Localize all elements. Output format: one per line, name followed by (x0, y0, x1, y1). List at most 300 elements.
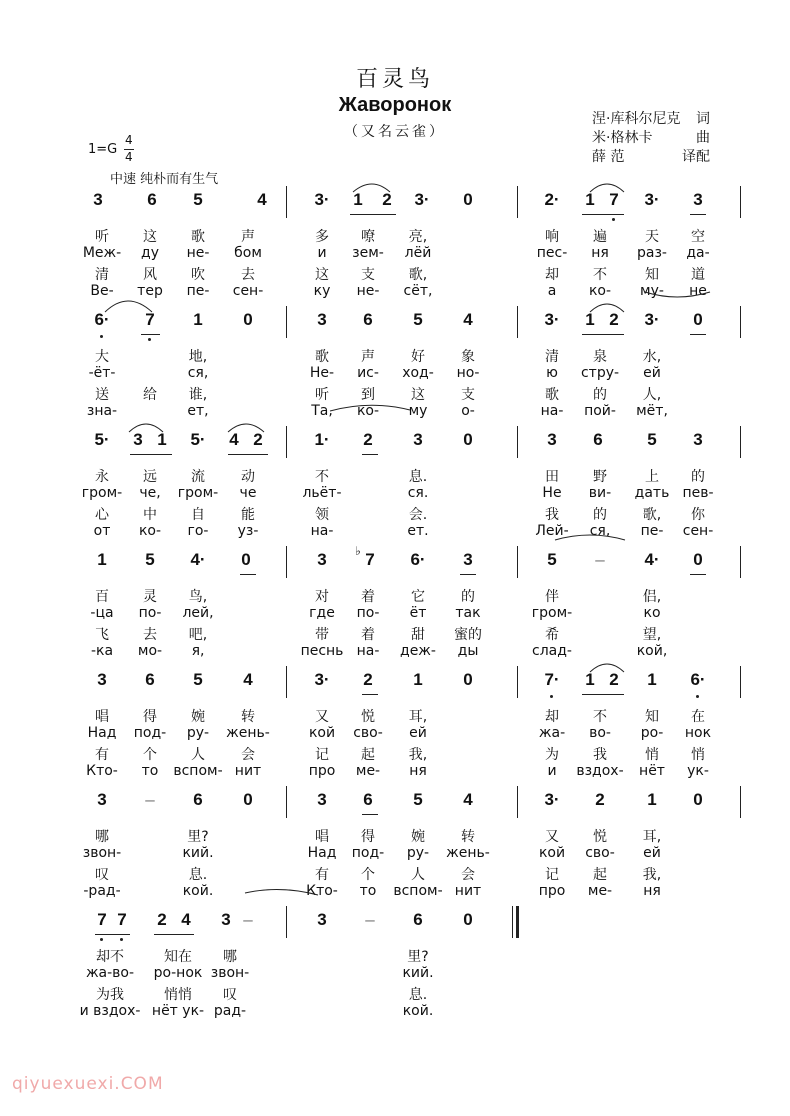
lyric-syllable: 道 (691, 267, 705, 283)
lyric-syllable: 声 (361, 349, 375, 365)
lyric-syllable: ня (409, 763, 427, 779)
lyric-syllable: нит (454, 883, 482, 899)
lyric-syllable: 里? (187, 829, 209, 845)
note: 4 (181, 910, 191, 929)
lyric-syllable: 人 (191, 747, 205, 763)
lyric-syllable: кий. (402, 965, 434, 981)
lyric-syllable: ко- (356, 403, 380, 419)
lyric-syllable: ис- (357, 365, 379, 381)
note: 1 (647, 790, 657, 809)
lyric-syllable: че (239, 485, 257, 501)
lyric-syllable: 的 (691, 469, 705, 485)
lyric-syllable: 我 (545, 507, 559, 523)
lyric-syllable: по- (138, 605, 162, 621)
lyric-syllable: ко- (588, 283, 612, 299)
lyric-syllable: то (359, 883, 377, 899)
lyric-syllable: где (309, 605, 335, 621)
lyric-syllable: я, (191, 643, 205, 659)
note: 2 (253, 430, 263, 449)
lyric-syllable: 悦 (593, 829, 607, 845)
lyric-syllable: 有 (315, 867, 329, 883)
lyric-syllable: кой (308, 725, 336, 741)
slur (353, 184, 390, 192)
note: 3 (97, 790, 107, 809)
lyric-syllable: 象 (461, 349, 475, 365)
lyric-syllable: 会 (241, 747, 255, 763)
note: 3 (317, 910, 327, 929)
lyric-syllable: 望, (642, 627, 662, 643)
lyric-syllable: 悦 (361, 709, 375, 725)
slur (228, 424, 264, 432)
note: 3· (314, 190, 330, 209)
note: 0 (693, 550, 703, 569)
watermark: qiyuexuexi.COM (12, 1074, 164, 1094)
lyric-syllable: Кто- (306, 883, 338, 899)
lyric-syllable: сво- (585, 845, 615, 861)
lyric-syllable: 叹 (223, 987, 237, 1003)
lyric-syllable: про (308, 763, 336, 779)
lyric-syllable: пе- (640, 523, 664, 539)
note: 7 (145, 310, 155, 329)
lyric-syllable: ня (643, 883, 661, 899)
lyric-syllable: кой, (636, 643, 668, 659)
lyric-syllable: а (547, 283, 557, 299)
lyric-syllable: 亮, (408, 229, 428, 245)
note: 7 (365, 550, 375, 569)
time-signature-bottom: 4 (125, 150, 133, 164)
lyric-syllable: 飞 (95, 627, 109, 643)
lyric-syllable: ёт (409, 605, 427, 621)
lyric-syllable: -ёт- (88, 365, 116, 381)
lyric-syllable: 个 (143, 747, 157, 763)
lyric-syllable: и (547, 763, 557, 779)
lyric-syllable: 它 (411, 589, 425, 605)
note: 3 (221, 910, 231, 929)
lyric-syllable: ду (141, 245, 159, 261)
note: 1 (585, 670, 595, 689)
lyric-syllable: по- (356, 605, 380, 621)
lyric-syllable: стру- (580, 365, 620, 381)
lyric-syllable: 却不 (96, 949, 124, 965)
lyric-syllable: 吹 (191, 267, 205, 283)
lyric-syllable: и вздох- (79, 1003, 141, 1019)
lyric-syllable: но- (456, 365, 480, 381)
lyric-syllable: че, (139, 485, 161, 501)
sustain-dash: – (595, 550, 605, 569)
lyric-syllable: 知 (645, 267, 659, 283)
note: 3 (413, 430, 423, 449)
lyric-syllable: пе- (186, 283, 210, 299)
lyric-syllable: ру- (406, 845, 430, 861)
lyric-syllable: 支 (461, 387, 475, 403)
lyric-syllable: не- (356, 283, 380, 299)
note: 2 (595, 790, 605, 809)
lyric-syllable: от (93, 523, 111, 539)
lyric-syllable: 好 (411, 349, 425, 365)
note: 3 (133, 430, 143, 449)
lyric-syllable: 息. (408, 987, 428, 1003)
lyric-syllable: 记 (545, 867, 559, 883)
lyric-syllable: ро-нок (153, 965, 203, 981)
lyric-syllable: уз- (237, 523, 259, 539)
lyric-syllable: ук- (687, 763, 709, 779)
lyric-syllable: сёт, (403, 283, 433, 299)
lyric-syllable: рад- (213, 1003, 247, 1019)
lyric-syllable: ся, (187, 365, 209, 381)
slur (590, 184, 624, 192)
lyric-syllable: под- (133, 725, 167, 741)
lyric-syllable: 听 (95, 229, 109, 245)
lyric-syllable: 唱 (95, 709, 109, 725)
lyric-syllable: бом (234, 245, 262, 261)
sustain-dash: – (243, 910, 253, 929)
lyric-syllable: 嘹 (361, 229, 375, 245)
lyric-syllable: кой. (182, 883, 214, 899)
note: 3· (314, 670, 330, 689)
lyric-syllable: му- (640, 283, 664, 299)
lyric-syllable: Та, (311, 403, 333, 419)
credit-role: 曲 (696, 130, 710, 146)
lyric-syllable: 为我 (96, 987, 124, 1003)
note: 1 (97, 550, 107, 569)
lyric-syllable: ко- (138, 523, 162, 539)
lyric-syllable: 歌 (545, 387, 559, 403)
lyric-syllable: песнь (300, 643, 344, 659)
lyric-syllable: жень- (226, 725, 270, 741)
lyric-syllable: 悄 (645, 747, 659, 763)
lyric-syllable: 永 (95, 469, 109, 485)
lyric-syllable: 地, (188, 349, 208, 365)
lyric-syllable: 耳, (408, 709, 428, 725)
note: 2 (363, 430, 373, 449)
lyric-syllable: о- (461, 403, 475, 419)
lyric-syllable: 里? (407, 949, 429, 965)
note: 1 (413, 670, 423, 689)
lyric-syllable: 歌 (191, 229, 205, 245)
lyric-syllable: 远 (143, 469, 157, 485)
lyric-syllable: Над (307, 845, 337, 861)
lyric-syllable: 流 (191, 469, 205, 485)
lyric-syllable: ку (313, 283, 331, 299)
lyric-syllable: 能 (241, 507, 255, 523)
lyric-syllable: 空 (691, 229, 705, 245)
lyric-syllable: жа-во- (85, 965, 135, 981)
lyric-syllable: льёт- (302, 485, 342, 501)
time-signature-top: 4 (125, 133, 133, 147)
lyric-syllable: 唱 (315, 829, 329, 845)
lyric-syllable: 有 (95, 747, 109, 763)
credit-name: 米·格林卡 (592, 130, 653, 146)
note: 0 (693, 310, 703, 329)
lyric-syllable: гром- (177, 485, 219, 501)
credit-name: 薛 范 (592, 149, 625, 165)
note: 1 (585, 310, 595, 329)
lyric-syllable: кой (538, 845, 566, 861)
sustain-dash: – (365, 910, 375, 929)
lyric-syllable: 上 (645, 469, 659, 485)
note: 3 (317, 790, 327, 809)
lyric-syllable: 声 (241, 229, 255, 245)
note: 4· (190, 550, 206, 569)
note: 5 (647, 430, 657, 449)
lyric-syllable: 转 (241, 709, 255, 725)
lyric-syllable: 蜜的 (454, 627, 482, 643)
lyric-syllable: 清 (95, 267, 109, 283)
lyric-syllable: 我, (642, 867, 662, 883)
lyric-syllable: пев- (682, 485, 714, 501)
lyric-syllable: 我 (593, 747, 607, 763)
lyric-syllable: 心 (95, 507, 109, 523)
lyric-syllable: 人 (411, 867, 425, 883)
lyric-syllable: зна- (86, 403, 118, 419)
lyric-syllable: 耳, (642, 829, 662, 845)
lyric-syllable: 响 (545, 229, 559, 245)
note: 3 (547, 430, 557, 449)
lyric-syllable: 转 (461, 829, 475, 845)
lyric-syllable: 的 (593, 387, 607, 403)
lyric-syllable: раз- (637, 245, 667, 261)
lyric-syllable: ме- (355, 763, 381, 779)
lyric-syllable: ся, (589, 523, 611, 539)
lyric-syllable: Лей- (535, 523, 569, 539)
lyric-syllable: Меж- (82, 245, 122, 261)
lyric-syllable: кий. (182, 845, 214, 861)
lyric-syllable: лёй (404, 245, 432, 261)
title-russian: Жаворонок (338, 94, 452, 116)
lyric-syllable: -ца (90, 605, 114, 621)
lyric-syllable: гром- (531, 605, 573, 621)
note: 3· (414, 190, 430, 209)
note: 3 (463, 550, 473, 569)
lyric-syllable: 息. (408, 469, 428, 485)
lyric-syllable: 去 (143, 627, 157, 643)
lyric-syllable: 这 (411, 387, 425, 403)
lyric-syllable: нёт ук- (151, 1003, 205, 1019)
lyric-syllable: 清 (545, 349, 559, 365)
lyric-syllable: 吧, (188, 627, 208, 643)
lyric-syllable: ды (457, 643, 479, 659)
lyric-syllable: вспом- (173, 763, 223, 779)
lyric-syllable: на- (310, 523, 334, 539)
lyric-syllable: 伴 (545, 589, 559, 605)
lyric-syllable: слад- (532, 643, 572, 659)
lyric-syllable: 又 (315, 709, 329, 725)
lyric-syllable: на- (356, 643, 380, 659)
note: 5· (94, 430, 110, 449)
lyric-syllable: 水, (642, 349, 662, 365)
note: 7 (609, 190, 619, 209)
lyric-syllable: 人, (642, 387, 662, 403)
lyric-syllable: 的 (461, 589, 475, 605)
lyric-tie (555, 535, 625, 540)
lyric-syllable: ей (643, 845, 661, 861)
lyric-syllable: Не (542, 485, 562, 501)
note: 6 (593, 430, 603, 449)
lyric-syllable: ей (643, 365, 661, 381)
note: 5 (193, 190, 203, 209)
lyric-syllable: пой- (584, 403, 616, 419)
lyric-syllable: ет, (187, 403, 209, 419)
lyric-syllable: -ка (90, 643, 114, 659)
lyric-syllable: ви- (588, 485, 612, 501)
lyric-syllable: Не- (309, 365, 335, 381)
lyric-syllable: так (455, 605, 481, 621)
lyric-syllable: 灵 (143, 589, 157, 605)
lyric-syllable: мо- (137, 643, 163, 659)
lyric-syllable: 希 (545, 627, 559, 643)
lyric-syllable: 这 (315, 267, 329, 283)
note: 2 (609, 310, 619, 329)
note: 3· (544, 310, 560, 329)
lyric-syllable: ру- (186, 725, 210, 741)
lyric-syllable: 听 (315, 387, 329, 403)
lyric-syllable: 又 (545, 829, 559, 845)
note: 1 (647, 670, 657, 689)
note: 6· (410, 550, 426, 569)
title-alternate: （又名云雀） (344, 124, 446, 140)
note: 1 (585, 190, 595, 209)
lyric-syllable: 野 (593, 469, 607, 485)
lyric-syllable: го- (187, 523, 209, 539)
note: 5 (413, 310, 423, 329)
lyric-syllable: 这 (143, 229, 157, 245)
lyric-tie (245, 889, 318, 895)
note: 2· (544, 190, 560, 209)
lyric-syllable: звон- (82, 845, 122, 861)
lyric-syllable: сен- (682, 523, 714, 539)
lyric-syllable: 中 (143, 507, 157, 523)
lyric-syllable: звон- (210, 965, 250, 981)
lyric-syllable: вздох- (576, 763, 624, 779)
lyric-syllable: 起 (593, 867, 607, 883)
note: 2 (157, 910, 167, 929)
lyric-syllable: не (689, 283, 707, 299)
note: 1 (353, 190, 363, 209)
slur (590, 304, 624, 312)
note: 5 (145, 550, 155, 569)
note: 6 (193, 790, 203, 809)
lyric-syllable: 支 (361, 267, 375, 283)
lyric-syllable: да- (686, 245, 710, 261)
lyric-syllable: 天 (645, 229, 659, 245)
note: 6 (363, 310, 373, 329)
lyric-syllable: 侣, (642, 589, 662, 605)
note: 5· (190, 430, 206, 449)
lyric-syllable: -рад- (83, 883, 121, 899)
tempo-marking: 中速 纯朴而有生气 (110, 172, 219, 187)
key-signature: 1=G (88, 142, 118, 157)
lyric-syllable: кой. (402, 1003, 434, 1019)
lyric-syllable: ет. (407, 523, 429, 539)
lyric-syllable: жень- (446, 845, 490, 861)
lyric-syllable: гром- (81, 485, 123, 501)
lyric-syllable: 遍 (593, 229, 607, 245)
lyric-syllable: не- (186, 245, 210, 261)
lyric-syllable: 着 (361, 589, 375, 605)
lyric-syllable: 起 (361, 747, 375, 763)
lyric-syllable: дать (634, 485, 670, 501)
lyric-syllable: сво- (353, 725, 383, 741)
lyric-syllable: 谁, (188, 387, 208, 403)
note: 3 (693, 190, 703, 209)
lyric-syllable: Кто- (86, 763, 118, 779)
lyric-syllable: 多 (315, 229, 329, 245)
lyric-syllable: зем- (352, 245, 384, 261)
lyric-syllable: му (408, 403, 428, 419)
lyric-syllable: 不 (593, 709, 607, 725)
lyric-syllable: 会. (408, 507, 428, 523)
note: 1· (314, 430, 330, 449)
slur (590, 664, 624, 672)
note: 1 (193, 310, 203, 329)
note: 4 (463, 790, 473, 809)
lyric-syllable: 大 (95, 349, 109, 365)
lyric-syllable: вспом- (393, 883, 443, 899)
lyric-syllable: 为 (545, 747, 559, 763)
note: 3 (693, 430, 703, 449)
note: 3· (644, 310, 660, 329)
lyric-syllable: нит (234, 763, 262, 779)
lyric-syllable: 知在 (164, 949, 192, 965)
lyric-syllable: то (141, 763, 159, 779)
lyric-syllable: 送 (95, 387, 109, 403)
lyric-syllable: 婉 (411, 829, 425, 845)
note: 3 (317, 550, 327, 569)
lyric-syllable: 却 (545, 267, 559, 283)
lyric-syllable: во- (589, 725, 611, 741)
note: 3 (93, 190, 103, 209)
note: 4 (463, 310, 473, 329)
lyric-syllable: 不 (593, 267, 607, 283)
slur (129, 424, 163, 432)
lyric-syllable: 去 (241, 267, 255, 283)
lyric-syllable: ю (546, 365, 558, 381)
lyric-syllable: ро- (640, 725, 664, 741)
note: 1 (157, 430, 167, 449)
credit-role: 译配 (682, 149, 710, 165)
slur (105, 301, 152, 312)
lyric-syllable: ко (643, 605, 661, 621)
lyric-syllable: под- (351, 845, 385, 861)
lyric-syllable: 领 (315, 507, 329, 523)
lyric-syllable: 歌, (408, 267, 428, 283)
lyric-syllable: 田 (545, 469, 559, 485)
note: 6 (145, 670, 155, 689)
note: 0 (243, 310, 253, 329)
lyric-syllable: мёт, (636, 403, 668, 419)
note: 0 (463, 670, 473, 689)
note: 6 (147, 190, 157, 209)
lyric-syllable: 动 (241, 469, 255, 485)
lyric-syllable: 记 (315, 747, 329, 763)
note: 5 (547, 550, 557, 569)
note: 5 (413, 790, 423, 809)
lyric-syllable: ся. (407, 485, 429, 501)
note: 0 (243, 790, 253, 809)
lyric-syllable: нок (684, 725, 712, 741)
lyric-syllable: 悄悄 (164, 987, 192, 1003)
lyric-syllable: 鸟, (188, 589, 208, 605)
lyric-syllable: 风 (143, 267, 157, 283)
note: 4· (644, 550, 660, 569)
lyric-tie (330, 405, 410, 411)
note: 6 (413, 910, 423, 929)
note: 2 (363, 670, 373, 689)
credit-role: 词 (696, 111, 710, 127)
lyric-tie (645, 292, 710, 297)
note: 7 (117, 910, 127, 929)
lyric-syllable: ме- (587, 883, 613, 899)
